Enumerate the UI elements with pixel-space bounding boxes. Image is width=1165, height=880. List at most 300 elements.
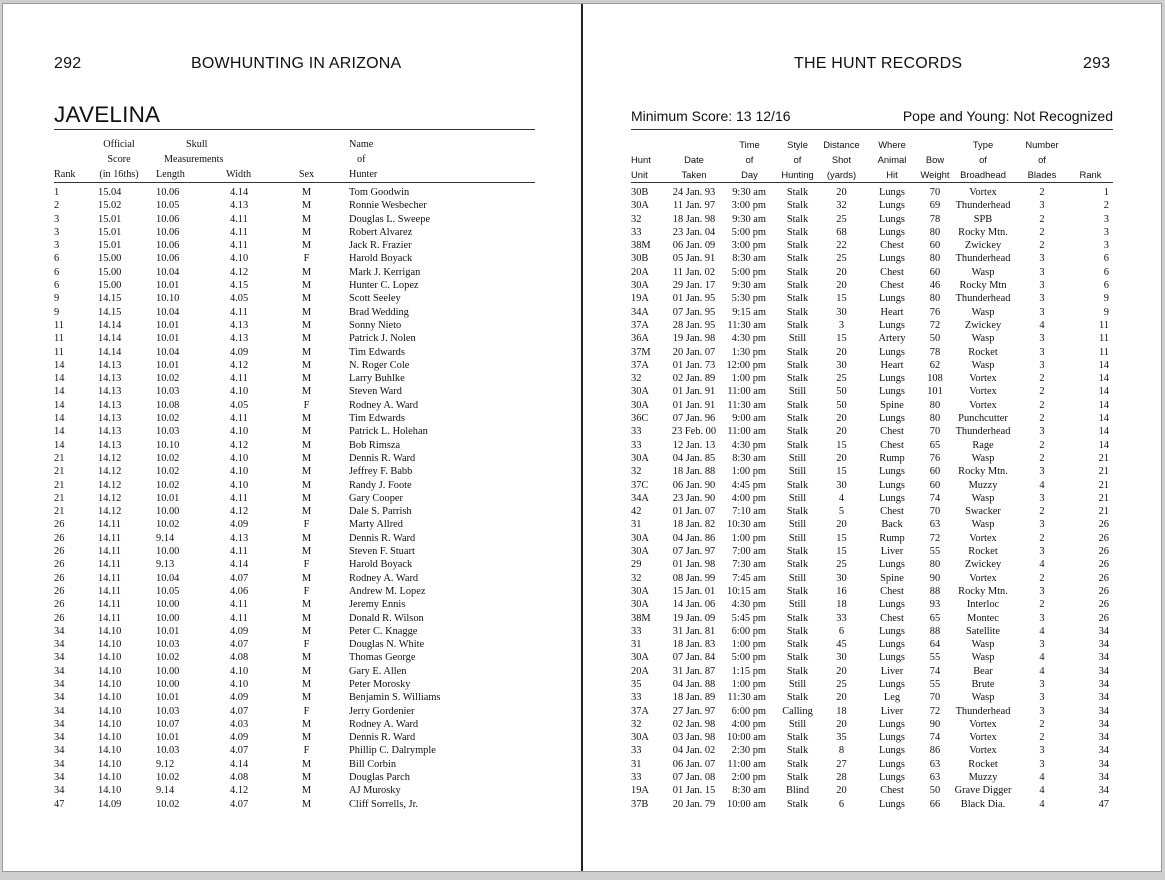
time-cell: 12:00 pm [726,359,766,371]
hunt-unit-cell: 32 [631,572,642,584]
hunt-unit-cell: 32 [631,373,642,385]
blades-cell: 4 [1039,319,1045,331]
broadhead-cell: Vortex [969,745,997,757]
table-row [631,545,1113,558]
hunter-cell: Hunter C. Lopez [349,280,419,292]
score-cell: 14.11 [98,572,121,584]
rank-cell: 9 [54,293,60,305]
hit-cell: Lungs [879,745,905,757]
records-table [54,137,535,811]
table-row [54,492,535,505]
blades-cell: 2 [1039,240,1045,252]
hunter-header: Name [349,139,374,150]
width-cell: 4.11 [230,306,248,318]
hit-cell: Lungs [879,187,905,198]
width-cell: 4.14 [230,758,249,770]
hunter-cell: Peter Morosky [349,678,411,690]
score-cell: 14.13 [98,399,122,411]
table-row [54,346,535,359]
table-body [54,183,535,811]
rank-cell: 34 [1098,692,1109,704]
date-cell: 11 Jan. 02 [672,266,716,278]
bow-weight-cell: 93 [929,599,941,611]
score-cell: 14.10 [98,625,122,637]
date-cell: 07 Jan. 95 [672,306,716,318]
rank-cell: 6 [54,266,60,278]
rank-cell: 34 [1098,652,1109,664]
width-cell: 4.12 [230,439,249,451]
rank-cell: 34 [1098,732,1109,744]
distance-cell: 32 [836,200,847,212]
sex-cell: M [301,413,312,425]
sex-cell: M [301,306,312,318]
score-cell: 14.13 [98,413,122,425]
rank-cell: 11 [1098,333,1109,345]
blades-cell: 3 [1039,585,1045,597]
table-row [631,518,1113,531]
blades-cell: 4 [1039,652,1045,664]
table-row [631,558,1113,571]
rank-cell: 21 [1098,479,1109,491]
rank-cell: 21 [1098,466,1109,478]
table-row [54,292,535,305]
score-cell: 14.10 [98,718,122,730]
distance-header: Distance [823,139,860,150]
bow-weight-cell: 60 [929,466,941,478]
style-cell: Stalk [786,439,809,451]
table-header [631,137,1113,183]
hit-cell: Liver [880,546,904,558]
distance-cell: 20 [836,692,847,704]
blades-cell: 4 [1039,479,1045,491]
score-cell: 14.10 [98,665,122,677]
style-cell: Stalk [786,253,809,265]
hit-cell: Lungs [879,772,905,784]
broadhead-header: Broadhead [950,167,1016,183]
length-cell: 10.01 [156,625,180,637]
distance-cell: 25 [836,373,847,385]
date-cell: 27 Jan. 97 [672,705,716,717]
hit-cell: Lungs [879,293,905,305]
rank-cell: 21 [54,492,65,504]
score-header: (in 16ths) [92,167,146,183]
length-cell: 10.02 [156,652,180,664]
hit-cell: Artery [878,333,906,345]
sex-cell: M [301,665,312,677]
broadhead-cell: Punchcutter [958,413,1008,425]
blades-cell: 3 [1039,200,1045,212]
rank-cell: 26 [1098,532,1109,544]
hunter-cell: Douglas N. White [349,639,425,651]
width-cell: 4.10 [230,386,249,398]
score-cell: 14.11 [98,599,121,611]
width-cell: 4.09 [230,519,249,531]
broadhead-cell: Thunderhead [955,200,1011,212]
score-cell: 14.10 [98,692,122,704]
hunter-cell: Dennis R. Ward [349,732,416,744]
rank-cell: 26 [1098,599,1109,611]
distance-cell: 30 [836,479,847,491]
blades-cell: 3 [1039,612,1045,624]
hunter-cell: Bob Rimsza [349,439,401,451]
score-cell: 14.10 [98,652,122,664]
bow-weight-cell: 62 [929,359,941,371]
hit-cell: Lungs [879,213,905,225]
hit-cell: Lungs [879,732,905,744]
length-cell: 10.06 [156,226,180,238]
pope-and-young-status: Pope and Young: Not Recognized [902,108,1113,124]
rank-cell: 34 [1098,718,1109,730]
rank-cell: 2 [1103,200,1109,212]
rank-cell: 34 [54,625,65,637]
length-cell: 10.01 [156,359,180,371]
score-cell: 14.09 [98,798,122,810]
hunt-unit-cell: 30A [631,200,649,212]
rank-cell: 14 [1098,373,1109,385]
distance-cell: 6 [838,625,845,637]
width-cell: 4.15 [230,280,249,292]
distance-cell: 15 [836,333,847,345]
hunt-unit-cell: 33 [631,692,642,704]
hunt-unit-cell: 34A [631,492,649,504]
date-cell: 31 Jan. 81 [672,625,716,637]
blades-cell: 2 [1039,506,1045,518]
table-row [631,638,1113,651]
table-row [54,239,535,252]
time-cell: 1:00 pm [731,466,766,478]
hit-cell: Lungs [879,559,905,571]
blades-cell: 3 [1039,546,1045,558]
bow-weight-header [920,137,950,152]
table-row [631,266,1113,279]
table-row [54,784,535,797]
style-cell: Stalk [786,280,809,292]
blades-cell: 2 [1039,599,1045,611]
blades-cell: 3 [1039,639,1045,651]
score-cell: 14.12 [98,452,122,464]
width-cell: 4.11 [230,226,248,238]
table-row [631,425,1113,438]
time-cell: 11:30 am [727,692,766,704]
sex-header: Sex [264,167,349,183]
score-cell: 14.11 [98,612,121,624]
style-cell: Still [788,532,807,544]
length-cell: 10.04 [156,266,180,278]
broadhead-cell: Vortex [969,386,997,398]
page-number: 292 [54,55,82,72]
distance-header: Shot [831,154,852,165]
time-cell: 1:15 pm [731,665,766,677]
sex-cell: M [301,266,312,278]
width-cell: 4.08 [230,652,249,664]
blades-cell: 4 [1039,798,1045,810]
distance-cell: 6 [838,798,845,810]
bow-weight-cell: 64 [929,639,941,651]
table-row [54,744,535,757]
time-cell: 11:00 am [727,758,766,770]
score-cell: 14.13 [98,439,122,451]
hunt-unit-cell: 34A [631,306,649,318]
style-cell: Stalk [786,399,809,411]
table-row [631,705,1113,718]
hunter-header: Hunter [349,167,535,183]
time-cell: 3:00 pm [731,200,766,212]
hunter-cell: Patrick J. Nolen [349,333,416,345]
score-cell: 14.11 [98,532,121,544]
time-cell: 4:30 pm [731,439,766,451]
broadhead-cell: Rocket [968,758,998,770]
hunt-unit-cell: 33 [631,439,642,451]
right-page [583,4,1161,871]
broadhead-cell: Zwickey [964,319,1002,331]
hunt-unit-cell: 30A [631,546,649,558]
time-cell: 9:00 am [732,413,766,425]
table-row [631,798,1113,811]
broadhead-cell: Vortex [969,187,997,198]
length-cell: 9.14 [156,785,175,797]
table-row [54,226,535,239]
hit-cell: Lungs [879,413,905,425]
time-cell: 4:30 pm [731,599,766,611]
sex-cell: M [301,346,312,358]
style-cell: Stalk [786,359,809,371]
time-cell: 9:30 am [732,187,766,198]
table-row [54,572,535,585]
date-cell: 03 Jan. 98 [672,732,716,744]
blades-cell: 4 [1039,625,1045,637]
time-cell: 10:30 am [727,519,766,531]
hunter-cell: AJ Murosky [349,785,401,797]
sex-cell: M [301,200,312,212]
score-cell: 14.12 [98,466,122,478]
bow-weight-cell: 69 [929,200,941,212]
blades-cell: 3 [1039,492,1045,504]
hunt-unit-cell: 33 [631,426,642,438]
broadhead-cell: Thunderhead [955,426,1011,438]
rank-cell: 34 [1098,678,1109,690]
style-cell: Stalk [786,745,809,757]
rank-cell: 21 [1098,492,1109,504]
time-cell: 1:00 pm [731,373,766,385]
time-cell: 11:00 am [727,386,766,398]
distance-cell: 20 [836,452,847,464]
bow-weight-cell: 63 [929,772,941,784]
sex-cell: F [303,745,310,757]
distance-cell: 28 [836,772,847,784]
rank-cell: 34 [1098,745,1109,757]
table-row [631,505,1113,518]
sex-cell: M [301,625,312,637]
date-cell: 04 Jan. 85 [672,452,716,464]
sex-cell: M [301,492,312,504]
broadhead-cell: Bear [973,665,993,677]
table-row [54,558,535,571]
header-row [54,137,535,152]
table-row [631,199,1113,212]
hunt-unit-cell: 36A [631,333,649,345]
length-cell: 10.03 [156,639,180,651]
table-row [54,651,535,664]
style-cell: Stalk [786,373,809,385]
hit-cell: Lungs [879,479,905,491]
distance-cell: 18 [836,599,847,611]
table-row [54,505,535,518]
table-row [54,545,535,558]
rank-cell: 21 [54,452,65,464]
table-row [54,306,535,319]
score-cell: 14.14 [98,319,122,331]
hunter-cell: Sonny Nieto [349,319,402,331]
rank-cell: 34 [54,692,65,704]
blades-cell: 2 [1039,187,1045,198]
distance-cell: 20 [836,187,847,198]
table-row [631,771,1113,784]
hunter-cell: Gary E. Allen [349,665,407,677]
date-cell: 06 Jan. 07 [672,758,716,770]
style-cell: Stalk [786,200,809,212]
time-cell: 11:30 am [727,399,766,411]
hit-cell: Leg [883,692,901,704]
blades-header: of [1038,154,1046,165]
broadhead-cell: Vortex [969,718,997,730]
rank-header [54,152,92,167]
blades-header: Blades [1016,167,1068,183]
blades-cell: 2 [1039,732,1045,744]
time-cell: 10:00 am [727,798,766,810]
hit-cell: Lungs [879,718,905,730]
bow-weight-header: Weight [920,167,950,183]
rank-cell: 14 [1098,386,1109,398]
hunter-cell: Benjamin S. Williams [349,692,441,704]
table-row [54,758,535,771]
sex-cell: M [301,226,312,238]
width-cell: 4.06 [230,585,249,597]
date-cell: 19 Jan. 09 [672,612,716,624]
bow-weight-cell: 72 [929,705,941,717]
score-cell: 15.02 [98,200,122,212]
width-cell: 4.09 [230,625,249,637]
minimum-score: Minimum Score: 13 12/16 [631,108,791,124]
hunt-unit-cell: 33 [631,226,642,238]
date-cell: 29 Jan. 17 [672,280,716,292]
sex-cell: F [303,585,310,597]
width-cell: 4.10 [230,452,249,464]
score-cell: 14.10 [98,785,122,797]
table-row [54,518,535,531]
broadhead-cell: Wasp [971,519,995,531]
title-rule [54,129,535,130]
style-cell: Stalk [786,346,809,358]
hunter-cell: Harold Boyack [349,253,413,265]
sex-cell: M [301,572,312,584]
time-cell: 9:30 am [732,213,766,225]
bow-weight-header: Bow [925,154,945,165]
table-row [54,399,535,412]
length-cell: 10.00 [156,546,180,558]
blades-header: Number [1025,139,1059,150]
sex-cell: M [301,386,312,398]
hunt-unit-header: Unit [631,167,665,183]
table-row [631,372,1113,385]
distance-cell: 50 [836,386,847,398]
rank-cell: 9 [1103,306,1109,318]
broadhead-cell: Swacker [965,506,1001,518]
hunt-records-table [631,137,1113,811]
table-row [54,359,535,372]
table-row [631,465,1113,478]
hit-cell: Lungs [879,319,905,331]
hunter-cell: Rodney A. Ward [349,399,419,411]
hit-cell: Spine [880,572,904,584]
style-cell: Stalk [786,240,809,252]
hunt-unit-cell: 30A [631,532,649,544]
distance-cell: 25 [836,213,847,225]
rank-cell: 26 [1098,519,1109,531]
hit-cell: Heart [880,359,904,371]
hunter-cell: Tim Edwards [349,413,405,425]
bow-weight-cell: 72 [929,532,941,544]
length-cell: 10.00 [156,665,180,677]
time-cell: 9:15 am [732,306,766,318]
date-cell: 01 Jan. 91 [672,386,716,398]
hunter-cell: Steven F. Stuart [349,546,415,558]
style-cell: Stalk [786,625,809,637]
table-row [54,678,535,691]
length-cell: 10.06 [156,187,180,198]
hunter-cell: Mark J. Kerrigan [349,266,421,278]
time-cell: 6:00 pm [731,625,766,637]
date-header: Date [684,154,704,165]
running-title: THE HUNT RECORDS [794,55,963,72]
style-cell: Stalk [786,758,809,770]
style-cell: Stalk [786,559,809,571]
rank-cell: 34 [1098,705,1109,717]
score-cell: 14.11 [98,546,121,558]
length-cell: 10.06 [156,213,180,225]
rank-cell: 14 [54,413,65,425]
length-cell: 10.10 [156,439,180,451]
width-cell: 4.12 [230,266,249,278]
hunter-cell: Dennis R. Ward [349,452,416,464]
hit-cell: Rump [879,532,905,544]
sex-cell: M [301,732,312,744]
length-header: Measurements [164,154,224,165]
hunter-cell: Jack R. Frazier [349,240,412,252]
bow-weight-cell: 86 [929,745,941,757]
distance-cell: 5 [838,506,845,518]
width-cell: 4.13 [230,200,249,212]
date-cell: 18 Jan. 98 [672,213,716,225]
length-cell: 10.01 [156,319,180,331]
length-cell: 10.01 [156,732,180,744]
width-cell: 4.07 [230,798,249,810]
distance-cell: 20 [836,413,847,425]
book-spread [2,3,1162,872]
rank-cell: 9 [54,306,60,318]
rank-cell: 26 [54,519,65,531]
date-cell: 06 Jan. 90 [672,479,716,491]
broadhead-cell: Zwickey [964,240,1002,252]
rank-cell: 26 [1098,585,1109,597]
distance-cell: 20 [836,346,847,358]
sex-cell: F [303,639,310,651]
hit-cell: Heart [880,306,904,318]
length-cell: 10.02 [156,373,180,385]
length-cell: 10.01 [156,333,180,345]
rank-header [1068,152,1113,167]
hunt-unit-cell: 30A [631,452,649,464]
time-cell: 8:30 am [732,785,766,797]
